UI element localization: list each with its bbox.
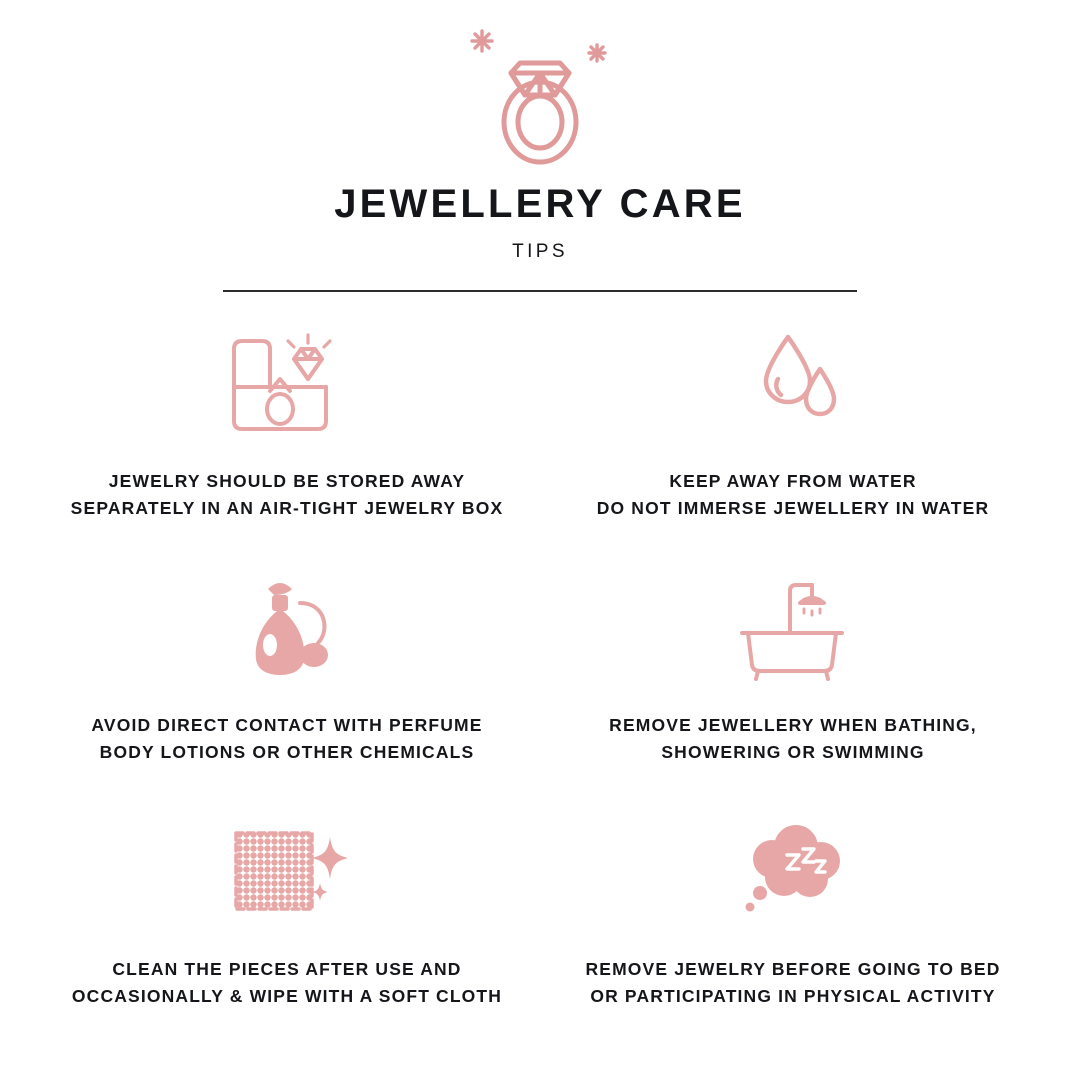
tip-text xyxy=(585,956,1000,1010)
tip-item xyxy=(540,564,1046,808)
tip-line-2: BODY LOTIONS OR OTHER CHEMICALS xyxy=(99,742,475,763)
tip-line-1: AVOID DIRECT CONTACT WITH PERFUME xyxy=(91,715,483,735)
jewelry-box-icon xyxy=(207,326,367,442)
tip-line-1: JEWELRY SHOULD BE STORED AWAY xyxy=(108,471,466,491)
tip-text xyxy=(597,468,990,522)
header-divider xyxy=(223,290,857,292)
tip-line-1: KEEP AWAY FROM WATER xyxy=(669,471,917,491)
tip-item xyxy=(540,320,1046,564)
polishing-cloth-icon xyxy=(207,814,367,930)
tip-line-1: REMOVE JEWELLERY WHEN BATHING, xyxy=(609,715,977,735)
page-title: JEWELLERY CARE xyxy=(334,182,746,226)
perfume-bottle-icon xyxy=(207,570,367,686)
tips-grid xyxy=(34,320,1046,1052)
tip-line-2: OR PARTICIPATING IN PHYSICAL ACTIVITY xyxy=(590,986,996,1007)
bathtub-icon xyxy=(713,570,873,686)
tip-line-1: CLEAN THE PIECES AFTER USE AND xyxy=(112,959,462,979)
tip-text xyxy=(71,468,504,522)
tip-text xyxy=(609,712,977,766)
tip-text xyxy=(72,956,502,1010)
tip-line-2: SEPARATELY IN AN AIR-TIGHT JEWELRY BOX xyxy=(70,498,504,519)
tip-item xyxy=(34,320,540,564)
tip-text xyxy=(91,712,482,766)
tip-item xyxy=(34,808,540,1052)
tip-item xyxy=(540,808,1046,1052)
page-subtitle: TIPS xyxy=(512,241,568,262)
tip-line-2: OCCASIONALLY & WIPE WITH A SOFT CLOTH xyxy=(71,986,503,1007)
tip-item xyxy=(34,564,540,808)
water-drops-icon xyxy=(713,326,873,442)
diamond-ring-icon xyxy=(445,18,635,168)
header xyxy=(0,0,1080,292)
tip-line-2: SHOWERING OR SWIMMING xyxy=(661,742,925,763)
tip-line-2: DO NOT IMMERSE JEWELLERY IN WATER xyxy=(596,498,990,519)
sleep-cloud-zzz-icon xyxy=(713,814,873,930)
tip-line-1: REMOVE JEWELRY BEFORE GOING TO BED xyxy=(585,959,1001,979)
